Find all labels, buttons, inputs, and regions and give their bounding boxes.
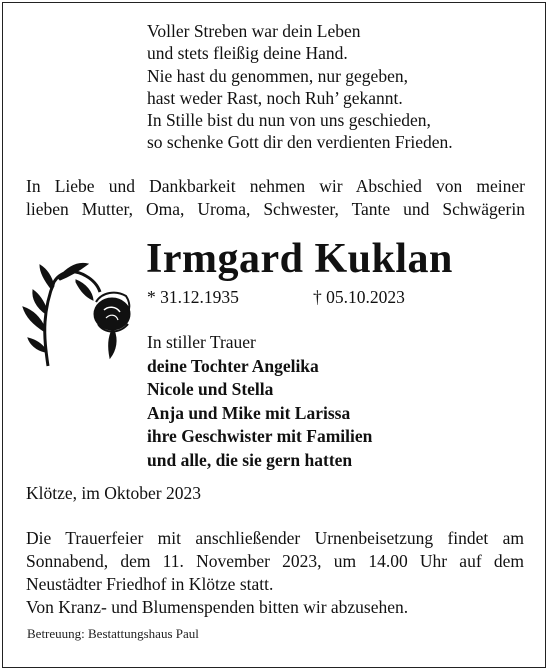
- mourners-intro: In stiller Trauer: [147, 332, 256, 352]
- funeral-line: Sonnabend, dem 11. November 2023, um 14.00 Uhr auf dem: [26, 551, 524, 571]
- death-date: † 05.10.2023: [313, 287, 405, 307]
- poem-line: Voller Streben war dein Leben: [147, 21, 361, 41]
- funeral-line: Neustädter Friedhof in Klötze statt.: [26, 574, 274, 594]
- funeral-info: [26, 527, 524, 619]
- mourner-line: Nicole und Stella: [147, 379, 274, 399]
- poem-line: so schenke Gott dir den verdienten Frieden.: [147, 132, 453, 153]
- intro-line: lieben Mutter, Oma, Uroma, Schwester, Tante und Schwägerin: [26, 199, 525, 219]
- mourner-line: ihre Geschwister mit Familien: [147, 426, 373, 446]
- poem-line: Nie hast du genommen, nur gegeben,: [147, 65, 408, 86]
- poem: [147, 20, 453, 154]
- rose-icon: [18, 262, 143, 367]
- poem-line: und stets fleißig deine Hand.: [147, 43, 348, 64]
- mourner-line: und alle, die sie gern hatten: [147, 449, 353, 470]
- birth-date: * 31.12.1935: [147, 287, 239, 307]
- poem-line: hast weder Rast, noch Ruh’ gekannt.: [147, 87, 403, 108]
- deceased-name: Irmgard Kuklan: [146, 236, 453, 282]
- place-date: Klötze, im Oktober 2023: [26, 483, 201, 503]
- mourner-line: Anja und Mike mit Larissa: [147, 402, 351, 423]
- mourner-line: deine Tochter Angelika: [147, 355, 319, 376]
- funeral-line: Von Kranz- und Blumenspenden bitten wir abzusehen.: [26, 597, 409, 617]
- intro-line: In Liebe und Dankbarkeit nehmen wir Abschied von meiner: [26, 176, 525, 196]
- funeral-line: Die Trauerfeier mit anschließender Urnenbeisetzung findet am: [26, 528, 524, 548]
- funeral-home-credit: Betreuung: Bestattungshaus Paul: [27, 626, 199, 641]
- poem-line: In Stille bist du nun von uns geschieden,: [147, 110, 431, 131]
- mourners-block: [147, 331, 372, 472]
- farewell-intro: [26, 175, 525, 221]
